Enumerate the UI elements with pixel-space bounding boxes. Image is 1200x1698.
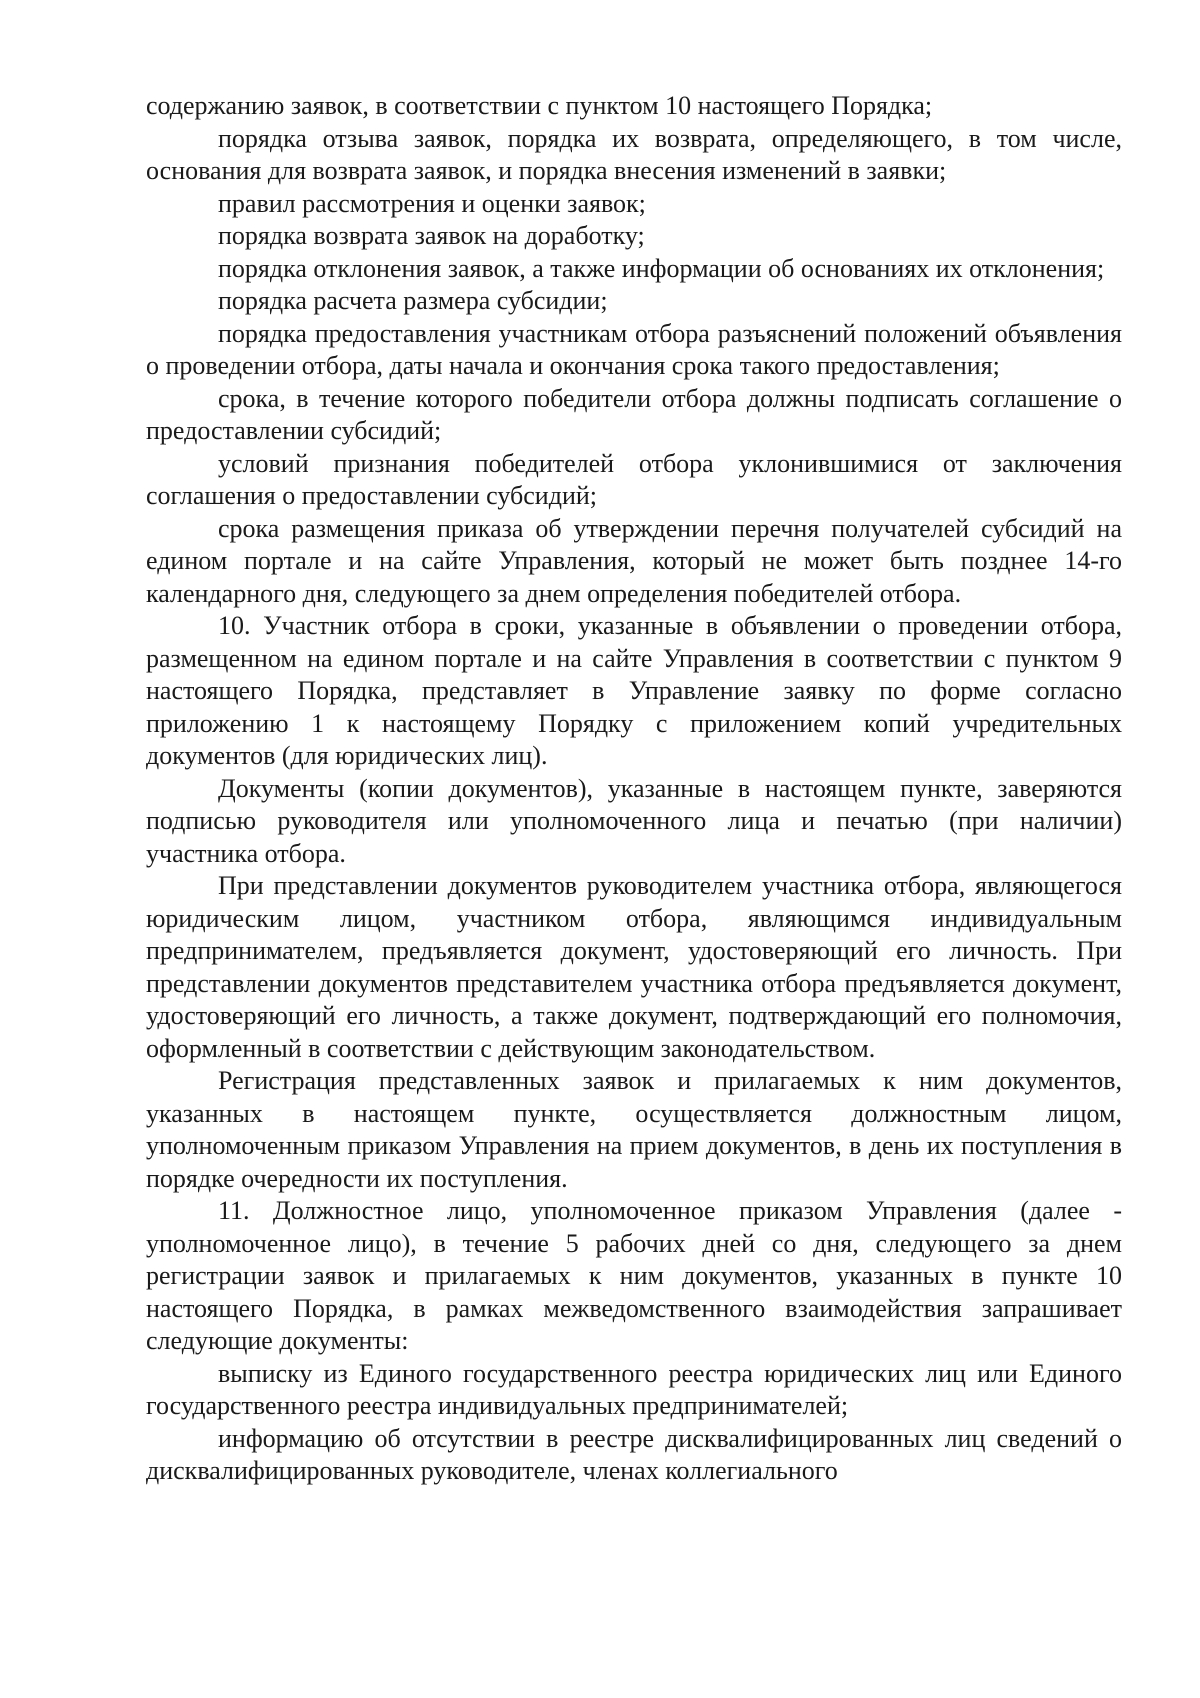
- paragraph-continuation: содержанию заявок, в соответствии с пунктом 10 настоящего Порядка;: [146, 91, 933, 120]
- paragraph-withdrawal-procedure: порядка отзыва заявок, порядка их возврата, определяющего, в том числе, основания для возврата заявок, и порядка внесения изменений в заявки;: [146, 123, 1122, 185]
- paragraph-item-11: 11. Должностное лицо, уполномоченное приказом Управления (далее - уполномоченное лицо), в течение 5 рабочих дней со дня, следующего за днем регистрации заявок и прилагаемых к ним документов, указанных в пункте 10 настоящего Порядка, в рамках межведомственного взаимодействия запрашивает следующие документы:: [146, 1196, 1122, 1355]
- paragraph-clarifications: порядка предоставления участникам отбора разъяснений положений объявления о проведении отбора, даты начала и окончания срока такого предоставления;: [146, 318, 1122, 380]
- paragraph-item-10: 10. Участник отбора в сроки, указанные в объявлении о проведении отбора, размещенном на едином портале и на сайте Управления в соответствии с пунктом 9 настоящего Порядка, представляет в Управление заявку по форме согласно приложению 1 к настоящему Порядку с приложением копий учредительных документов (для юридических лиц).: [146, 611, 1122, 770]
- paragraph-return-for-revision: порядка возврата заявок на доработку;: [218, 221, 645, 250]
- paragraph-identity-documents: При представлении документов руководителем участника отбора, являющегося юридическим лицом, участником отбора, являющимся индивидуальным предпринимателем, предъявляется документ, удостоверяющий его личность. При представлении документов представителем участника отбора предъявляется документ, удостоверяющий его личность, а также документ, подтверждающий его полномочия, оформленный в соответствии с действующим законодательством.: [146, 871, 1122, 1063]
- paragraph-registration: Регистрация представленных заявок и прилагаемых к ним документов, указанных в настоящем пункте, осуществляется должностным лицом, уполномоченным приказом Управления на прием документов, в день их поступления в порядке очередности их поступления.: [146, 1066, 1122, 1193]
- paragraph-disqualification-info: информацию об отсутствии в реестре дисквалифицированных лиц сведений о дисквалифицированных руководителе, членах коллегиального: [146, 1423, 1122, 1485]
- paragraph-evasion-conditions: условий признания победителей отбора уклонившимися от заключения соглашения о предоставлении субсидий;: [146, 448, 1122, 510]
- paragraph-order-publication: срока размещения приказа об утверждении перечня получателей субсидий на едином портале и на сайте Управления, который не может быть позднее 14-го календарного дня, следующего за днем определения победителей отбора.: [146, 513, 1122, 608]
- paragraph-registry-extract: выписку из Единого государственного реестра юридических лиц или Единого государственного реестра индивидуальных предпринимателей;: [146, 1358, 1122, 1420]
- paragraph-signing-deadline: срока, в течение которого победители отбора должны подписать соглашение о предоставлении субсидий;: [146, 383, 1122, 445]
- document-body: [146, 90, 1122, 1488]
- paragraph-document-certification: Документы (копии документов), указанные в настоящем пункте, заверяются подписью руководителя или уполномоченного лица и печатью (при наличии) участника отбора.: [146, 773, 1122, 868]
- paragraph-rejection-procedure: порядка отклонения заявок, а также информации об основаниях их отклонения;: [218, 253, 1105, 283]
- paragraph-subsidy-calculation: порядка расчета размера субсидии;: [218, 286, 608, 315]
- paragraph-review-rules: правил рассмотрения и оценки заявок;: [218, 188, 646, 218]
